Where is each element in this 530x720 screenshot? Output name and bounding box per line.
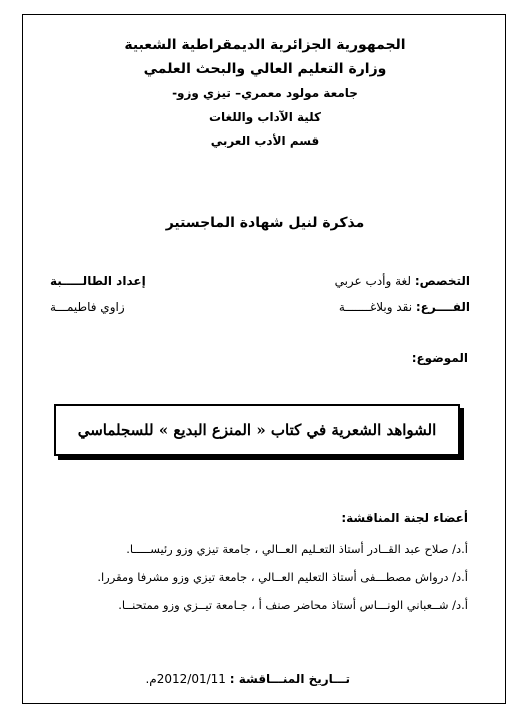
degree-title: مذكرة لنيل شهادة الماجستير (165, 215, 365, 231)
institution-header (40, 33, 490, 153)
university-title: جامعة مولود معمري– تيزي وزو- (172, 86, 358, 100)
branch-value: نقد وبلاغـــــــة (338, 300, 413, 314)
branch-label: الفــــرع: (415, 300, 470, 314)
committee-label: أعضاء لجنة المناقشة: (341, 511, 468, 525)
branch-row (50, 297, 470, 317)
committee-member-3: أ.د/ شــعباني الونـــاس أستاذ محاضر صنف أ ، جـامعة تيــزي وزو ممتحنــا. (118, 598, 468, 612)
student-name: زاوي فاطيمـــة (50, 300, 125, 314)
prepared-by-label: إعداد الطالـــــبة (50, 274, 146, 288)
ministry-title: وزارة التعليم العالي والبحث العلمي (143, 61, 387, 77)
defense-date-label: تـــاريخ المنـــاقشة : (229, 672, 350, 686)
defense-date-suffix: م. (145, 672, 157, 686)
thesis-title-box (54, 404, 460, 456)
department-title: قسم الأدب العربي (210, 134, 320, 148)
committee-member-2: أ.د/ درواش مصطـــفى أستاذ التعليم العــالي ، جامعة تيزي وزو مشرفا ومقررا. (97, 570, 468, 584)
defense-date-value: 2012/01/11 (156, 672, 226, 686)
specialty-row (50, 271, 470, 291)
subject-label: الموضوع: (411, 351, 468, 365)
specialty-label: التخصص: (414, 274, 470, 288)
defense-date-line (100, 672, 350, 686)
committee-member-1: أ.د/ صلاح عبد القــادر أستاذ التعـليم العــالي ، جامعة تيزي وزو رئيســـــا. (126, 542, 468, 556)
republic-title: الجمهورية الجزائرية الديمقراطية الشعبية (124, 37, 406, 53)
faculty-title: كلية الآداب واللغات (208, 110, 322, 124)
specialty-value: لغة وأدب عربي (334, 274, 411, 288)
thesis-title: الشواهد الشعرية في كتاب « المنزع البديع » للسجلماسي (77, 421, 437, 439)
